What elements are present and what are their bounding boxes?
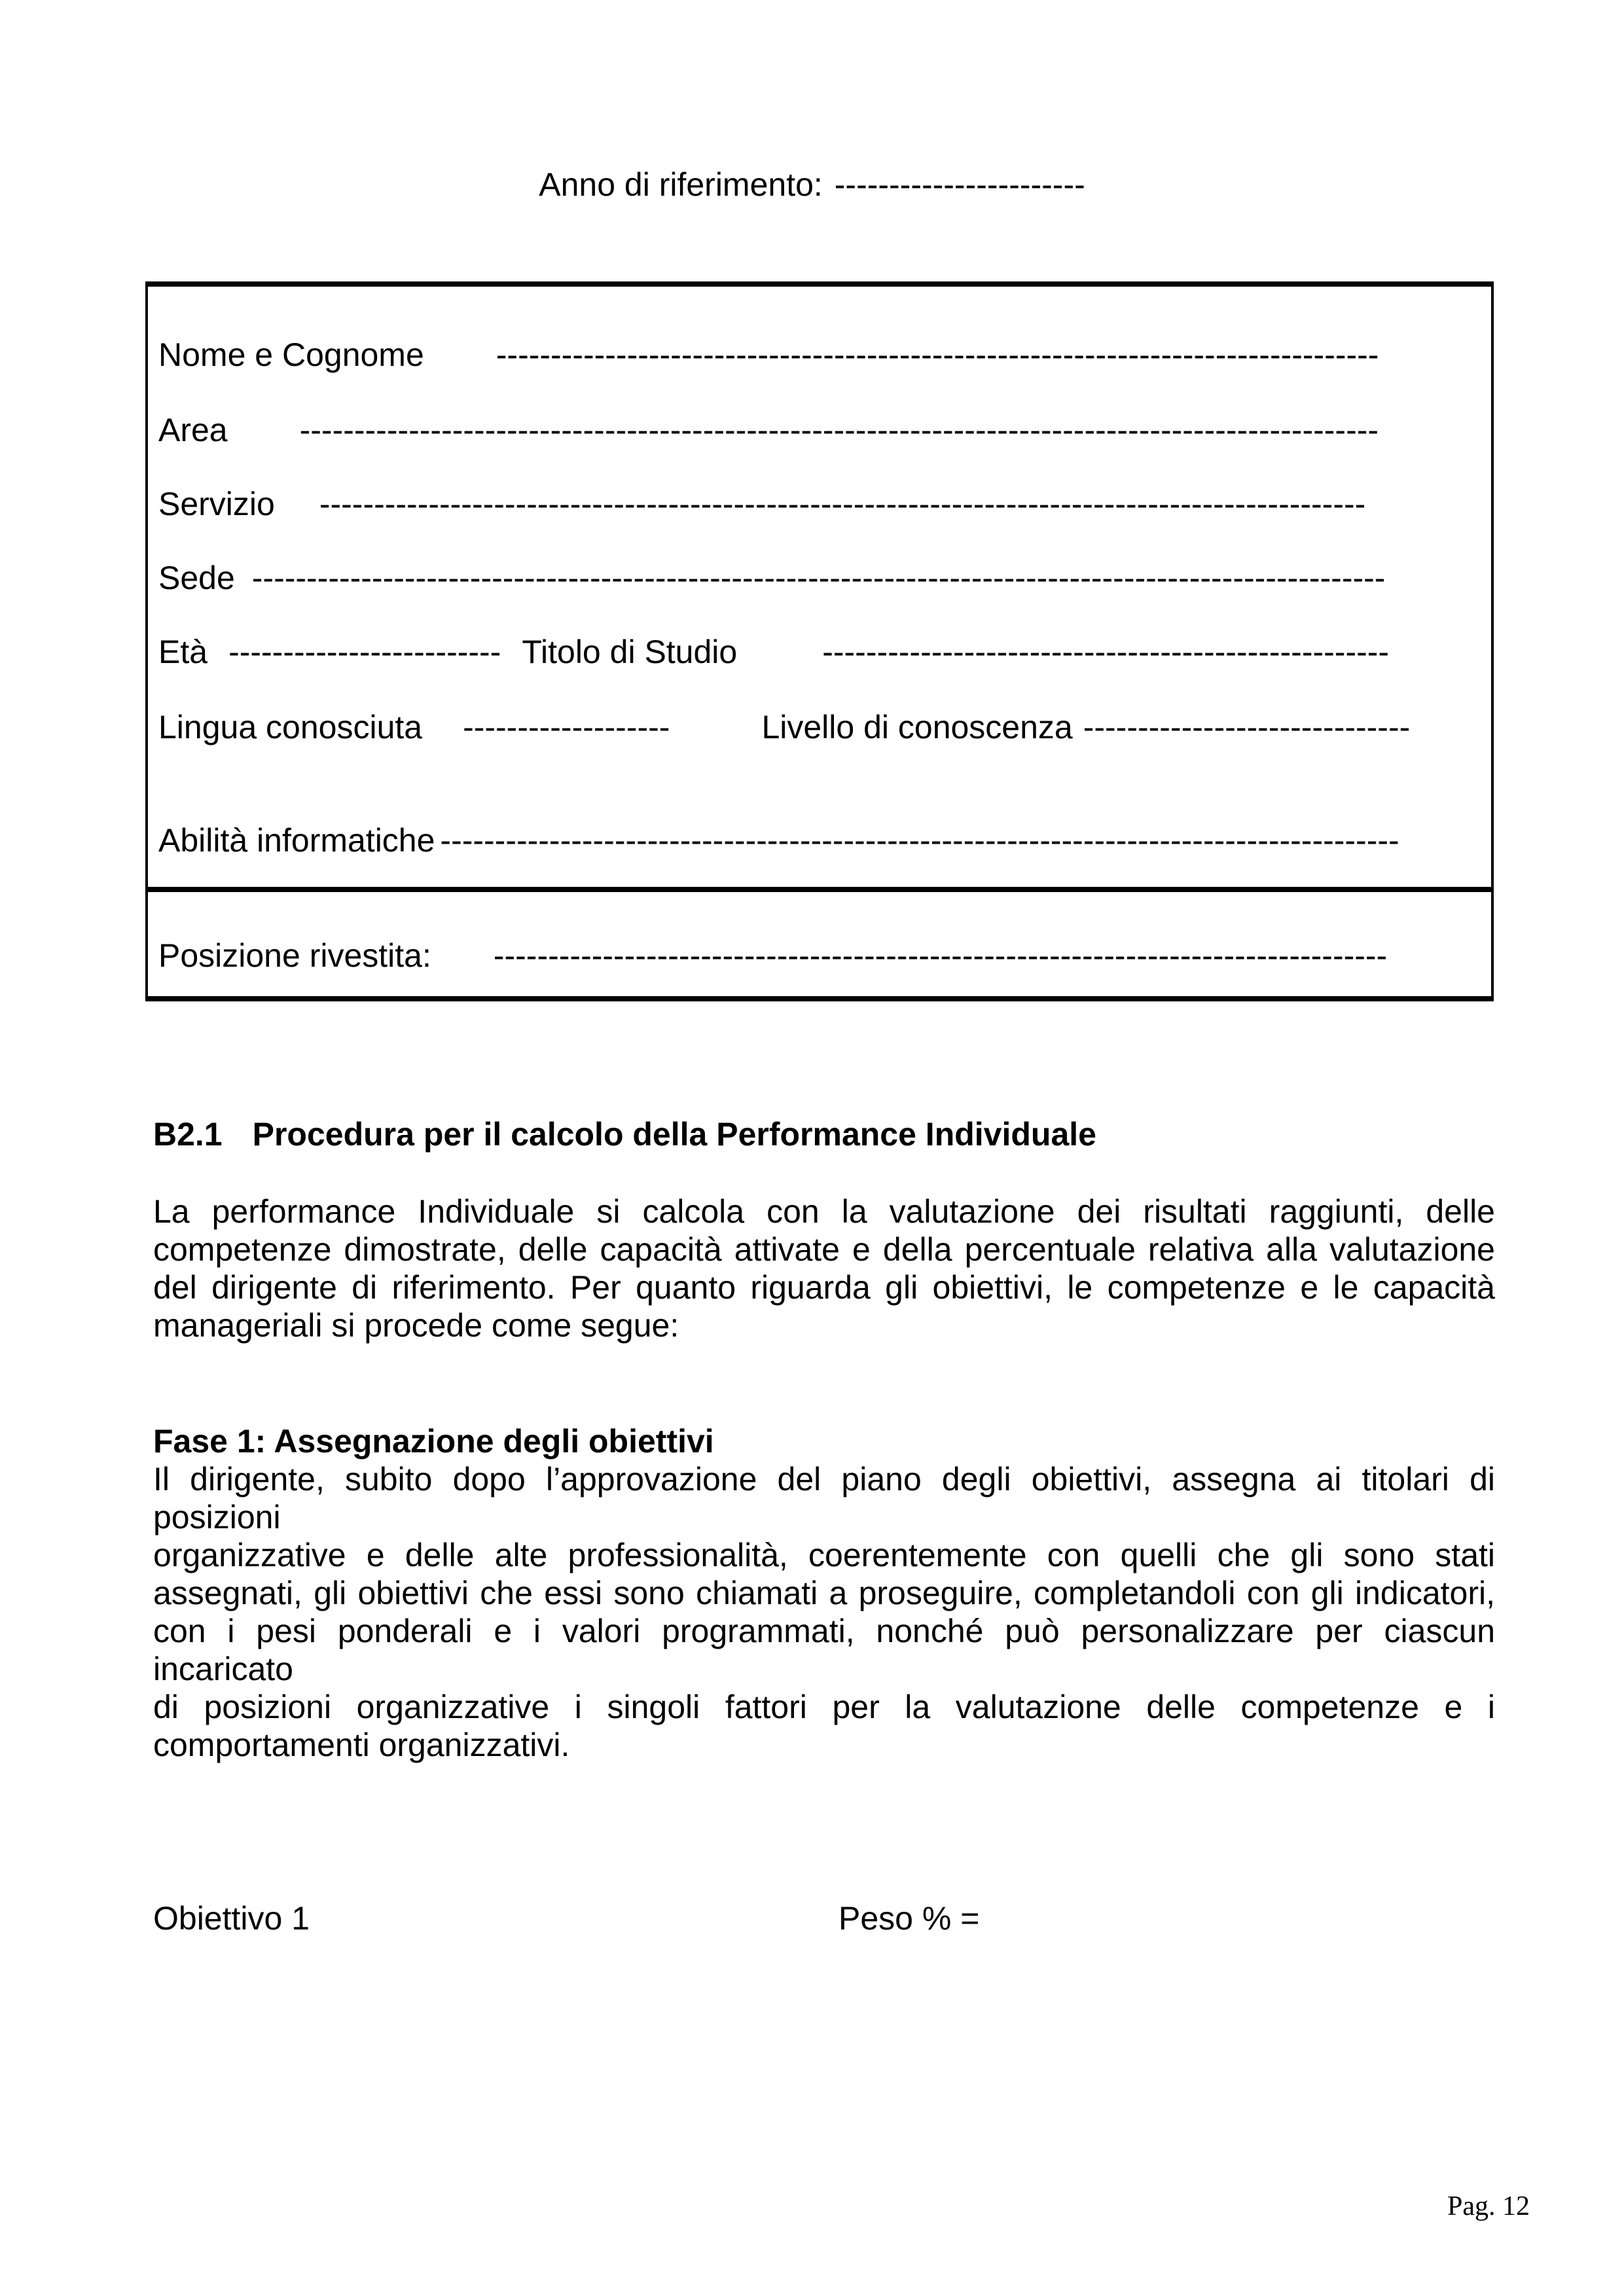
sede-blank-line: -------------------------------------------------------------------------------------------------------- <box>251 560 1386 596</box>
field-row-sede <box>158 559 1485 597</box>
field-row-eta-titolo <box>158 633 1485 671</box>
title-blank-line: ----------------------- <box>834 166 1085 203</box>
field-row-servizio <box>158 485 1485 523</box>
title-label: Anno di riferimento: <box>539 166 823 203</box>
eta-blank-line: ------------------------- <box>228 634 501 670</box>
page-number: Pag. 12 <box>1447 2191 1530 2221</box>
nome-label: Nome e Cognome <box>158 336 424 373</box>
field-row-area <box>158 411 1485 449</box>
field-row-posizione <box>158 937 1485 975</box>
sede-label: Sede <box>158 560 235 596</box>
livello-blank-line: ------------------------------ <box>1083 709 1411 745</box>
objective-label: Obiettivo 1 <box>153 1900 310 1937</box>
titolo-blank-line: ---------------------------------------------------- <box>822 634 1390 670</box>
lingua-label: Lingua conosciuta <box>158 709 423 745</box>
fase1-paragraph: Il dirigente, subito dopo l’approvazione del piano degli obiettivi, assegna ai titolari di posizioni organizzative e delle alte professionalità, coerentemente con quelli che gli sono stati assegnati, gli obiettivi che essi sono chiamati a proseguire, completandoli con gli indicatori, con i pesi ponderali e i valori programmati, nonché può personalizzare per ciascun incaricato di posizioni organizzative i singoli fattori per la valutazione delle competenze e i comportamenti organizzativi. <box>153 1461 1495 1763</box>
box-divider <box>145 887 1494 892</box>
section-number: B2.1 <box>153 1116 223 1153</box>
personal-data-box <box>145 281 1494 1001</box>
abilita-label: Abilità informatiche <box>158 822 435 859</box>
titolo-label: Titolo di Studio <box>522 634 738 670</box>
section-heading-b21 <box>153 1115 1495 1153</box>
field-row-abilita <box>158 821 1485 859</box>
abilita-blank-line: ---------------------------------------------------------------------------------------- <box>440 822 1399 859</box>
area-blank-line: --------------------------------------------------------------------------------------------------- <box>299 412 1379 448</box>
objective-row <box>153 1899 979 1937</box>
peso-label: Peso % = <box>839 1900 980 1937</box>
lingua-blank-line: ------------------- <box>463 709 670 745</box>
section-paragraph: La performance Individuale si calcola con la valutazione dei risultati raggiunti, delle competenze dimostrate, delle capacità attivate e della percentuale relativa alla valutazione del dirigente di riferimento. Per quanto riguarda gli obiettivi, le competenze e le capacità manageriali si procede come segue: <box>153 1193 1495 1344</box>
nome-blank-line: --------------------------------------------------------------------------------- <box>496 336 1379 373</box>
posizione-blank-line: ---------------------------------------------------------------------------------- <box>493 937 1388 974</box>
section-title: Procedura per il calcolo della Performance Individuale <box>252 1116 1096 1153</box>
fase1-block <box>153 1422 1495 1764</box>
fase1-heading: Fase 1: Assegnazione degli obiettivi <box>153 1423 714 1460</box>
eta-label: Età <box>158 634 208 670</box>
servizio-blank-line: ------------------------------------------------------------------------------------------------ <box>319 486 1366 522</box>
servizio-label: Servizio <box>158 486 275 522</box>
livello-label: Livello di conoscenza <box>761 709 1073 745</box>
area-label: Area <box>158 412 228 448</box>
field-row-lingua-livello <box>158 708 1485 746</box>
posizione-label: Posizione rivestita: <box>158 937 431 974</box>
page-title <box>0 166 1624 204</box>
field-row-nome <box>158 336 1485 374</box>
